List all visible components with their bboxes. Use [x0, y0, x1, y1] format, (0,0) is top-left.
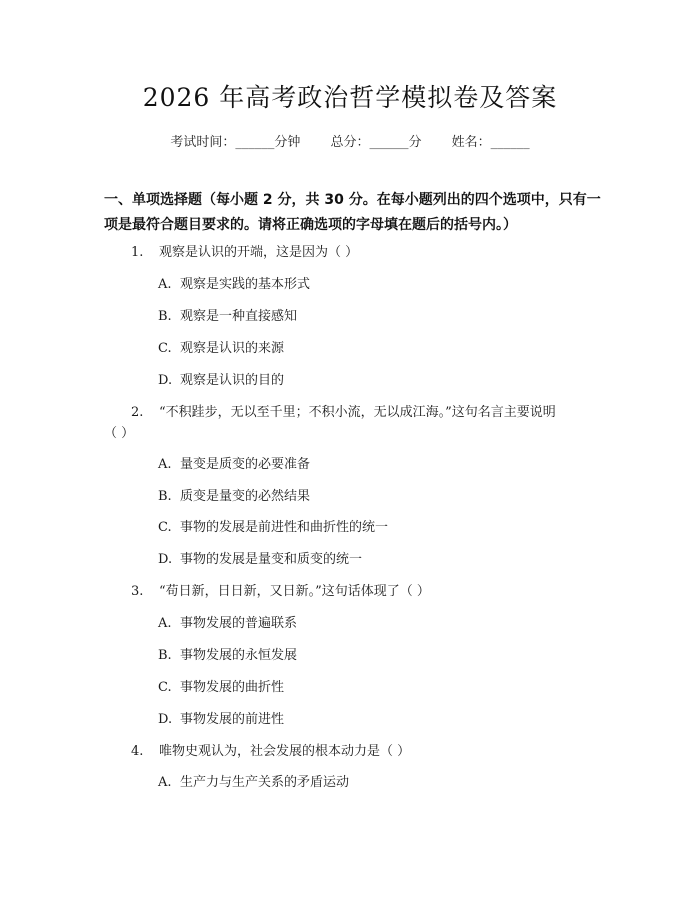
option-text: 质变是量变的必然结果 [180, 489, 311, 504]
question-1 [131, 242, 358, 264]
option-text: 事物的发展是前进性和曲折性的统一 [180, 520, 389, 535]
option-text: 事物发展的永恒发展 [180, 648, 298, 663]
question-number: 3. [131, 584, 144, 599]
document-title: 2026 年高考政治哲学模拟卷及答案 [142, 83, 558, 112]
question-4 [131, 741, 410, 763]
question-3 [131, 581, 430, 603]
option-letter: C. [158, 341, 172, 356]
question-stem: “苟日新，日日新，又日新。”这句话体现了（ ） [159, 584, 430, 599]
option-text: 量变是质变的必要准备 [180, 457, 311, 472]
question-2-stem-continued: （ ） [104, 426, 135, 441]
option-text: 事物发展的前进性 [180, 712, 285, 727]
question-2-option-d [158, 550, 362, 570]
question-1-option-c [158, 339, 284, 359]
option-letter: D. [158, 373, 173, 388]
option-letter: B. [158, 309, 172, 324]
question-3-option-b [158, 646, 297, 666]
option-text: 观察是实践的基本形式 [180, 277, 311, 292]
option-letter: A. [158, 277, 172, 292]
option-letter: C. [158, 680, 172, 695]
question-number: 1. [131, 245, 144, 260]
option-letter: A. [158, 775, 172, 790]
question-4-option-a [158, 773, 349, 793]
option-text: 观察是认识的来源 [180, 341, 285, 356]
section-heading: 一、单项选择题（每小题 2 分，共 30 分。在每小题列出的四个选项中，只有一项是最符合题目要求的。请将正确选项的字母填在题后的括号内。） [104, 192, 601, 233]
question-1-option-a [158, 275, 310, 295]
student-name-label: 姓名：______ [451, 135, 530, 150]
question-number: 4. [131, 744, 144, 759]
option-letter: B. [158, 489, 172, 504]
option-text: 观察是认识的目的 [180, 373, 285, 388]
question-3-option-d [158, 710, 284, 730]
option-text: 事物发展的普遍联系 [180, 616, 298, 631]
option-letter: C. [158, 520, 172, 535]
total-score-label: 总分：______分 [330, 135, 422, 150]
question-2-option-a [158, 455, 310, 475]
option-text: 事物的发展是量变和质变的统一 [180, 552, 363, 567]
question-number: 2. [131, 405, 144, 420]
option-text: 观察是一种直接感知 [180, 309, 298, 324]
option-letter: D. [158, 552, 173, 567]
question-stem: 观察是认识的开端，这是因为（ ） [159, 245, 359, 260]
option-text: 生产力与生产关系的矛盾运动 [180, 775, 350, 790]
option-letter: A. [158, 457, 172, 472]
question-2-option-c [158, 518, 388, 538]
question-3-option-a [158, 614, 297, 634]
question-stem: 唯物史观认为，社会发展的根本动力是（ ） [159, 744, 411, 759]
question-1-option-b [158, 307, 297, 327]
exam-meta [0, 131, 700, 150]
exam-time-label: 考试时间：______分钟 [170, 135, 301, 150]
question-3-option-c [158, 678, 284, 698]
question-stem: “不积跬步，无以至千里；不积小流，无以成江海。”这句名言主要说明 [159, 405, 556, 420]
question-1-option-d [158, 371, 284, 391]
option-text: 事物发展的曲折性 [180, 680, 285, 695]
question-2-option-b [158, 487, 310, 507]
option-letter: B. [158, 648, 172, 663]
question-2 [131, 402, 556, 424]
option-letter: D. [158, 712, 173, 727]
option-letter: A. [158, 616, 172, 631]
